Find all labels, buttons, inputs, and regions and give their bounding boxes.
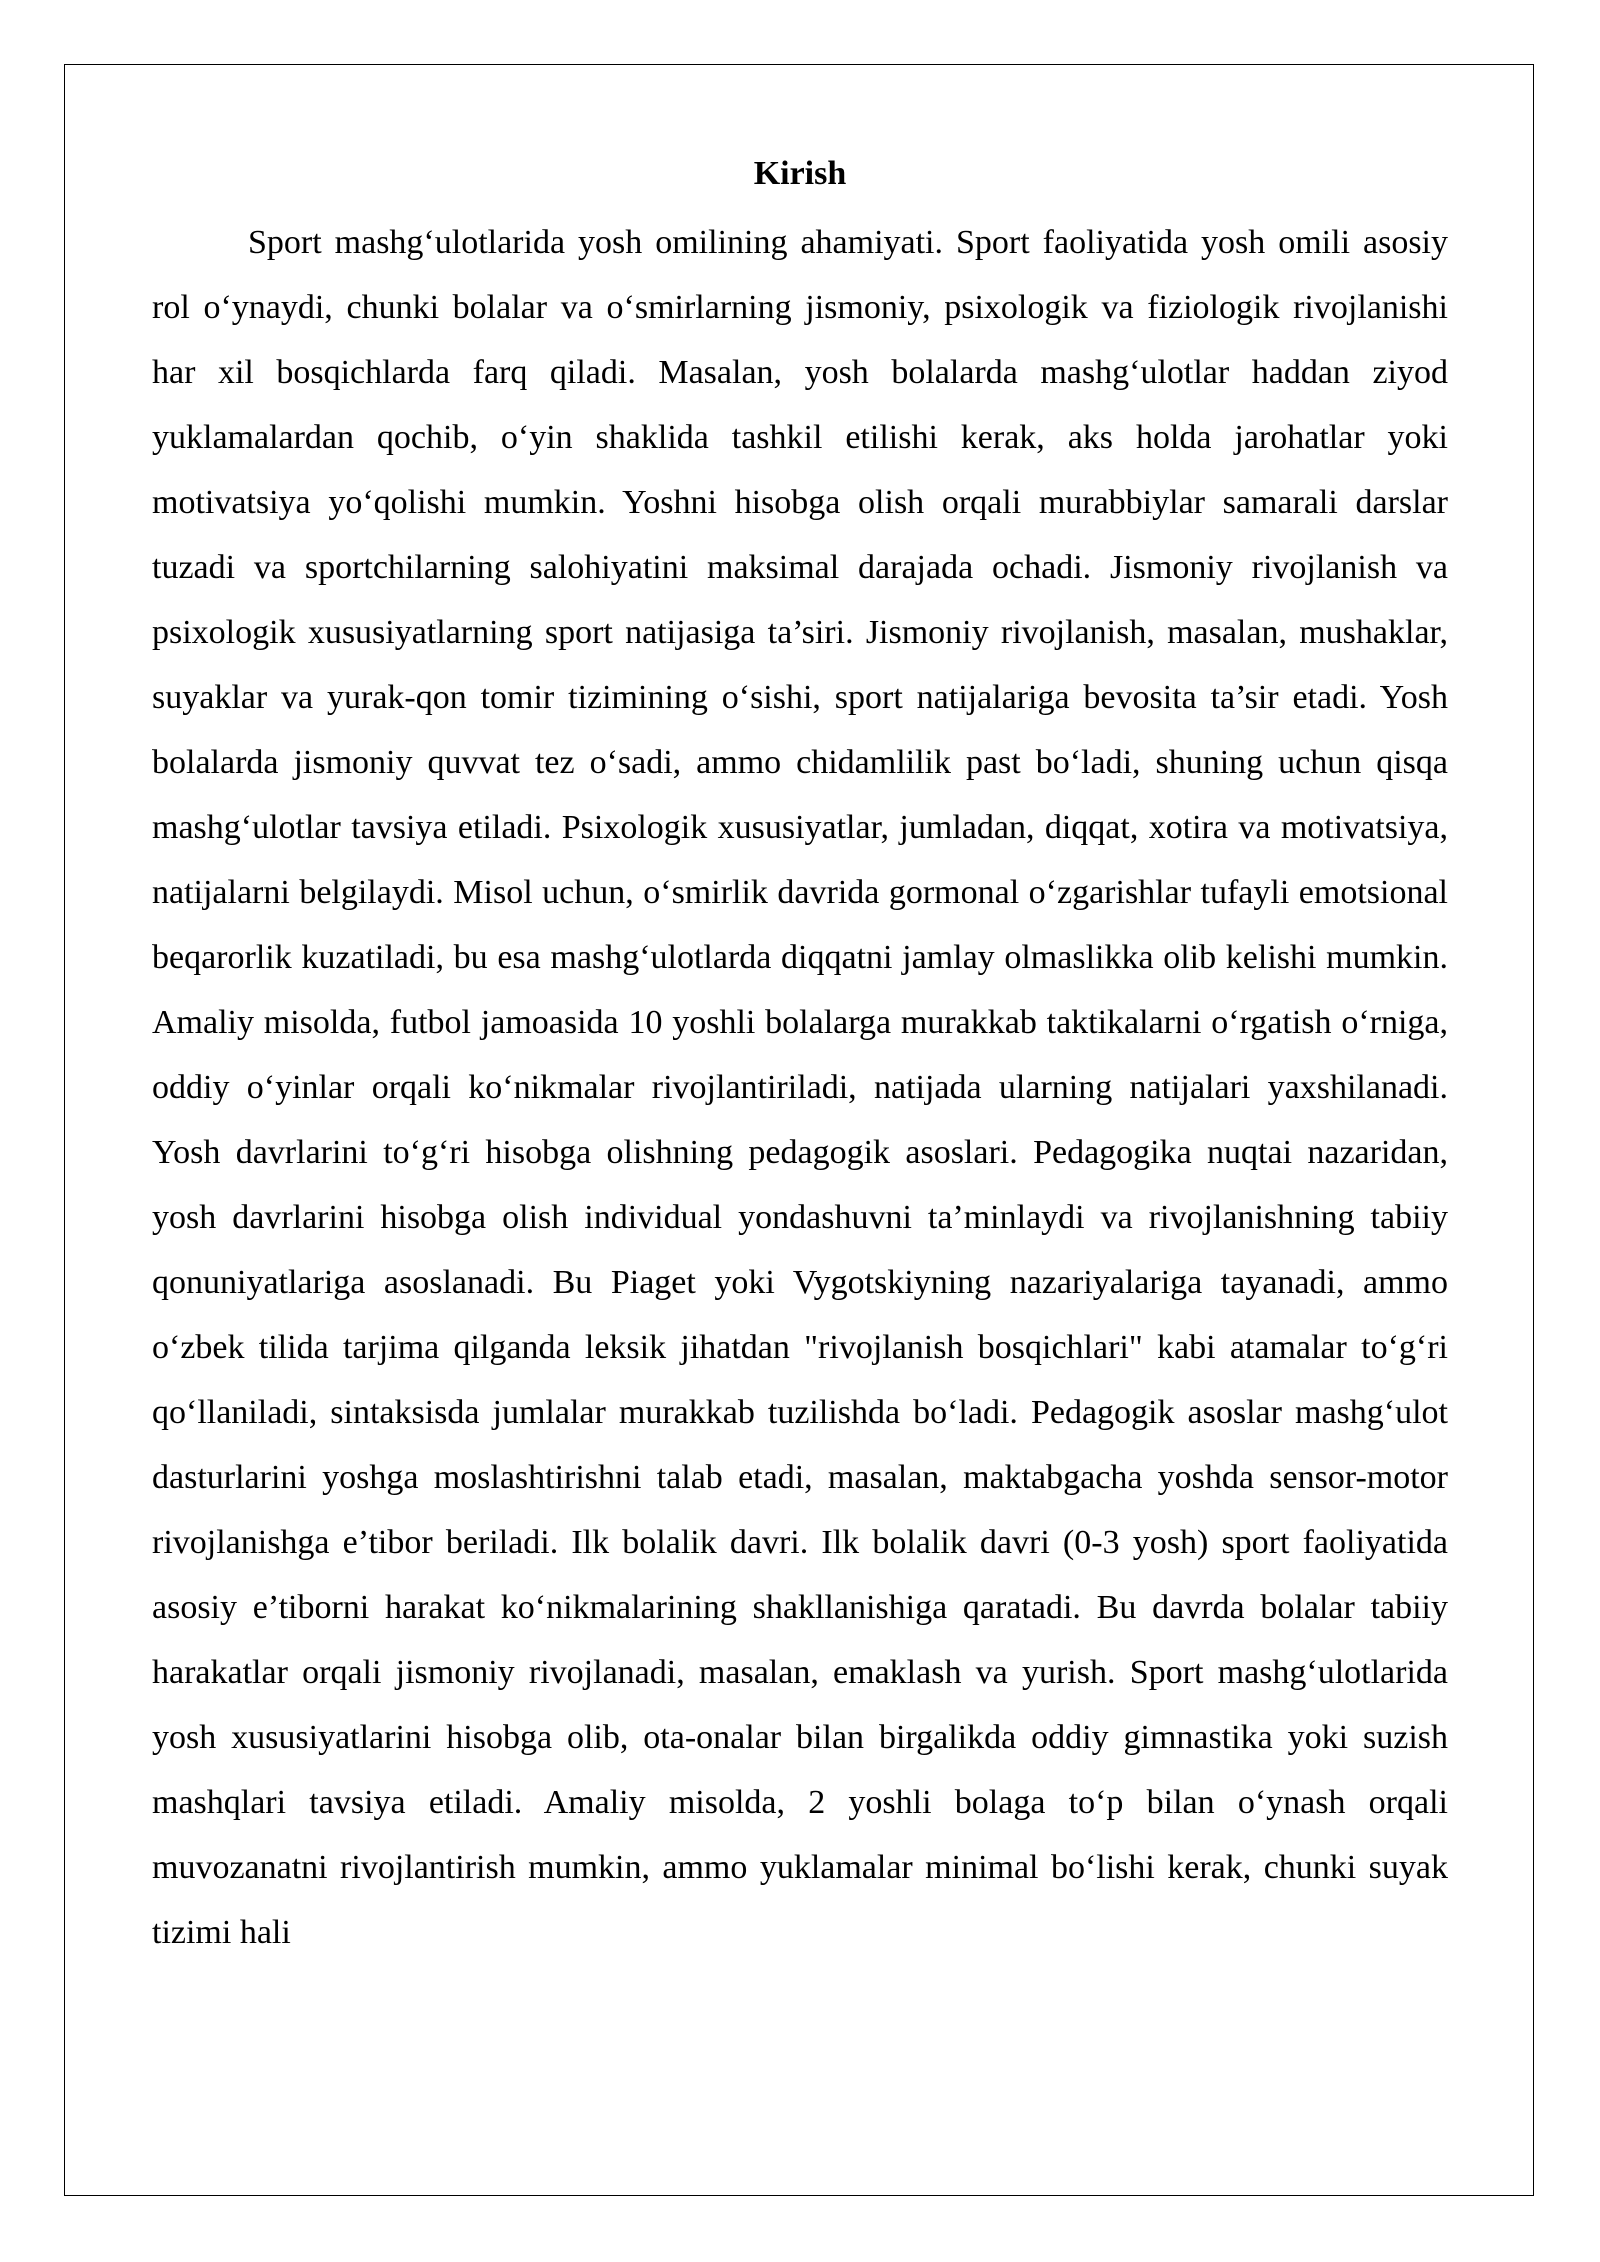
document-body — [152, 148, 1448, 1965]
document-title: Kirish — [753, 155, 847, 192]
body-paragraph: Sport mashg‘ulotlarida yosh omilining ahamiyati. Sport faoliyatida yosh omili asosiy rol o‘ynaydi, chunki bolalar va o‘smirlarning jismoniy, psixologik va fiziologik rivojlanishi har xil bosqichlarda farq qiladi. Masalan, yosh bolalarda mashg‘ulotlar haddan ziyod yuklamalardan qochib, o‘yin shaklida tashkil etilishi kerak, aks holda jarohatlar yoki motivatsiya yo‘qolishi mumkin. Yoshni hisobga olish orqali murabbiylar samarali darslar tuzadi va sportchilarning salohiyatini maksimal darajada ochadi. Jismoniy rivojlanish va psixologik xususiyatlarning sport natijasiga ta’siri. Jismoniy rivojlanish, masalan, mushaklar, suyaklar va yurak-qon tomir tizimining o‘sishi, sport natijalariga bevosita ta’sir etadi. Yosh bolalarda jismoniy quvvat tez o‘sadi, ammo chidamlilik past bo‘ladi, shuning uchun qisqa mashg‘ulotlar tavsiya etiladi. Psixologik xususiyatlar, jumladan, diqqat, xotira va motivatsiya, natijalarni belgilaydi. Misol uchun, o‘smirlik davrida gormonal o‘zgarishlar tufayli emotsional beqarorlik kuzatiladi, bu esa mashg‘ulotlarda diqqatni jamlay olmaslikka olib kelishi mumkin. Amaliy misolda, futbol jamoasida 10 yoshli bolalarga murakkab taktikalarni o‘rgatish o‘rniga, oddiy o‘yinlar orqali ko‘nikmalar rivojlantiriladi, natijada ularning natijalari yaxshilanadi. Yosh davrlarini to‘g‘ri hisobga olishning pedagogik asoslari. Pedagogika nuqtai nazaridan, yosh davrlarini hisobga olish individual yondashuvni ta’minlaydi va rivojlanishning tabiiy qonuniyatlariga asoslanadi. Bu Piaget yoki Vygotskiyning nazariyalariga tayanadi, ammo o‘zbek tilida tarjima qilganda leksik jihatdan "rivojlanish bosqichlari" kabi atamalar to‘g‘ri qo‘llaniladi, sintaksisda jumlalar murakkab tuzilishda bo‘ladi. Pedagogik asoslar mashg‘ulot dasturlarini yoshga moslashtirishni talab etadi, masalan, maktabgacha yoshda sensor-motor rivojlanishga e’tibor beriladi. Ilk bolalik davri. Ilk bolalik davri (0-3 yosh) sport faoliyatida asosiy e’tiborni harakat ko‘nikmalarining shakllanishiga qaratadi. Bu davrda bolalar tabiiy harakatlar orqali jismoniy rivojlanadi, masalan, emaklash va yurish. Sport mashg‘ulotlarida yosh xususiyatlarini hisobga olib, ota-onalar bilan birgalikda oddiy gimnastika yoki suzish mashqlari tavsiya etiladi. Amaliy misolda, 2 yoshli bolaga to‘p bilan o‘ynash orqali muvozanatni rivojlantirish mumkin, ammo yuklamalar minimal bo‘lishi kerak, chunki suyak tizimi hali — [152, 224, 1448, 1951]
